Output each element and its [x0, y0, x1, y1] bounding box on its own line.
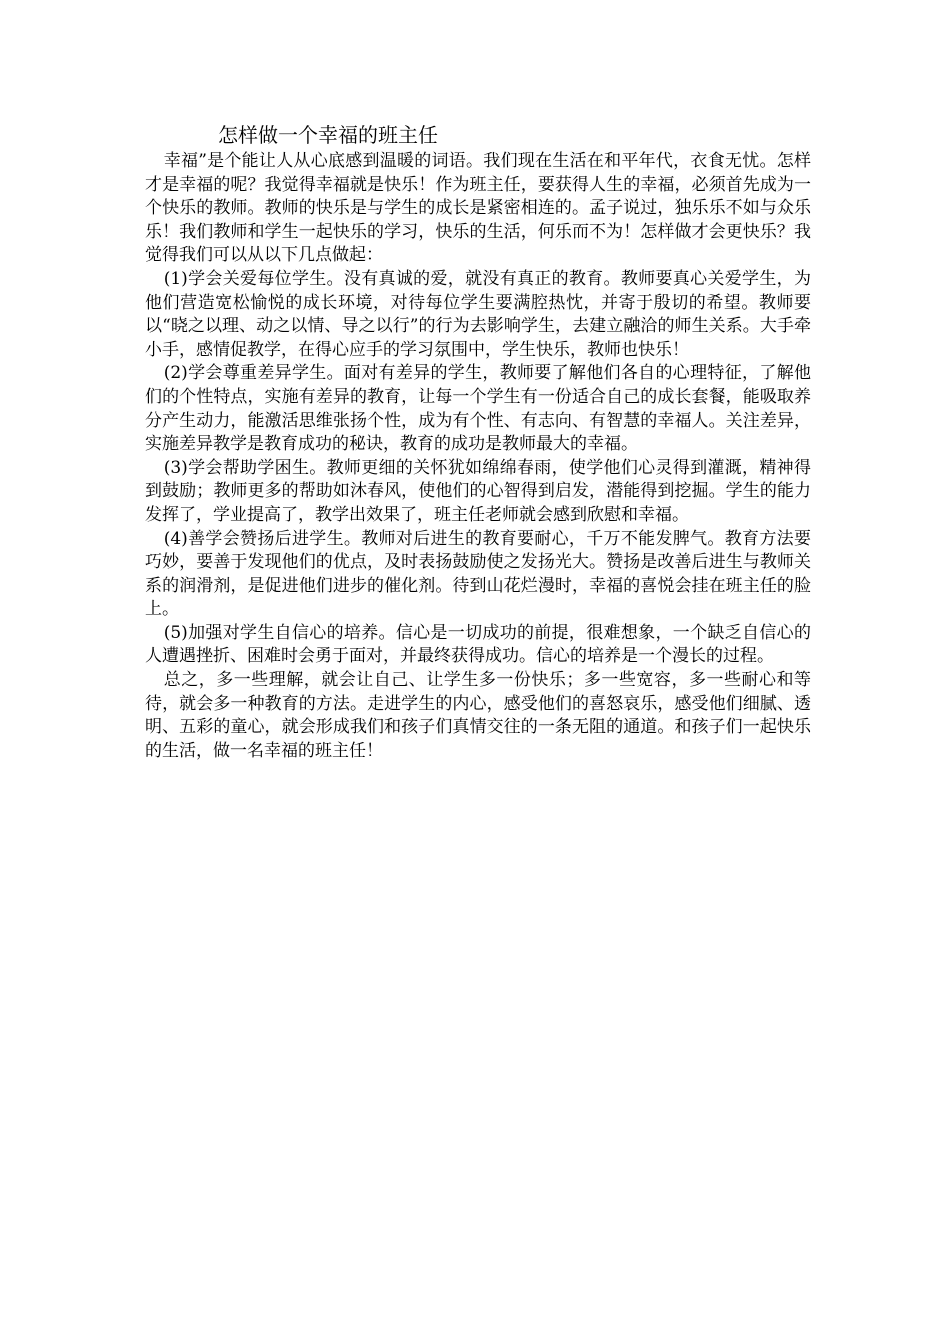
conclusion-paragraph: 总之，多一些理解，就会让自己、让学生多一份快乐；多一些宽容，多一些耐心和等待，就会多一种教育的方法。走进学生的内心，感受他们的喜怒哀乐，感受他们细腻、透明、五彩的童心，就会形成我们和孩子们真情交往的一条无阻的通道。和孩子们一起快乐的生活，做一名幸福的班主任！: [145, 670, 811, 761]
intro-paragraph: 幸福”是个能让人从心底感到温暖的词语。我们现在生活在和平年代，衣食无忧。怎样才是幸福的呢？我觉得幸福就是快乐！作为班主任，要获得人生的幸福，必须首先成为一个快乐的教师。教师的快乐是与学生的成长是紧密相连的。孟子说过，独乐乐不如与众乐乐！我们教师和学生一起快乐的学习，快乐的生活，何乐而不为！怎样做才会更快乐？我觉得我们可以从以下几点做起：: [145, 151, 811, 266]
document-page: [145, 120, 811, 763]
paragraph-care: (1)学会关爱每位学生。没有真诚的爱，就没有真正的教育。教师要真心关爱学生，为他们营造宽松愉悦的成长环境，对待每位学生要满腔热忱，并寄于殷切的希望。教师要以“晓之以理、动之以情、导之以行”的行为去影响学生，去建立融洽的师生关系。大手牵小手，感情促教学，在得心应手的学习氛围中，学生快乐，教师也快乐！: [145, 268, 811, 360]
paragraph-confidence: (5)加强对学生自信心的培养。信心是一切成功的前提，很难想象，一个缺乏自信心的人遭遇挫折、困难时会勇于面对，并最终获得成功。信心的培养是一个漫长的过程。: [145, 622, 811, 667]
document-title: 怎样做一个幸福的班主任: [218, 123, 438, 147]
paragraph-respect: (2)学会尊重差异学生。面对有差异的学生，教师要了解他们各自的心理特征，了解他们的个性特点，实施有差异的教育，让每一个学生有一份适合自己的成长套餐，能吸取养分产生动力，能激活思维张扬个性，成为有个性、有志向、有智慧的幸福人。关注差异，实施差异教学是教育成功的秘诀，教育的成功是教师最大的幸福。: [145, 363, 811, 455]
paragraph-praise: (4)善学会赞扬后进学生。教师对后进生的教育要耐心，千万不能发脾气。教育方法要巧妙，要善于发现他们的优点，及时表扬鼓励使之发扬光大。赞扬是改善后进生与教师关系的润滑剂，是促进他们进步的催化剂。待到山花烂漫时，幸福的喜悦会挂在班主任的脸上。: [145, 528, 811, 620]
paragraph-help: (3)学会帮助学困生。教师更细的关怀犹如绵绵春雨，使学他们心灵得到灌溉，精神得到鼓励；教师更多的帮助如沐春风，使他们的心智得到启发，潜能得到挖掘。学生的能力发挥了，学业提高了，教学出效果了，班主任老师就会感到欣慰和幸福。: [145, 457, 811, 525]
